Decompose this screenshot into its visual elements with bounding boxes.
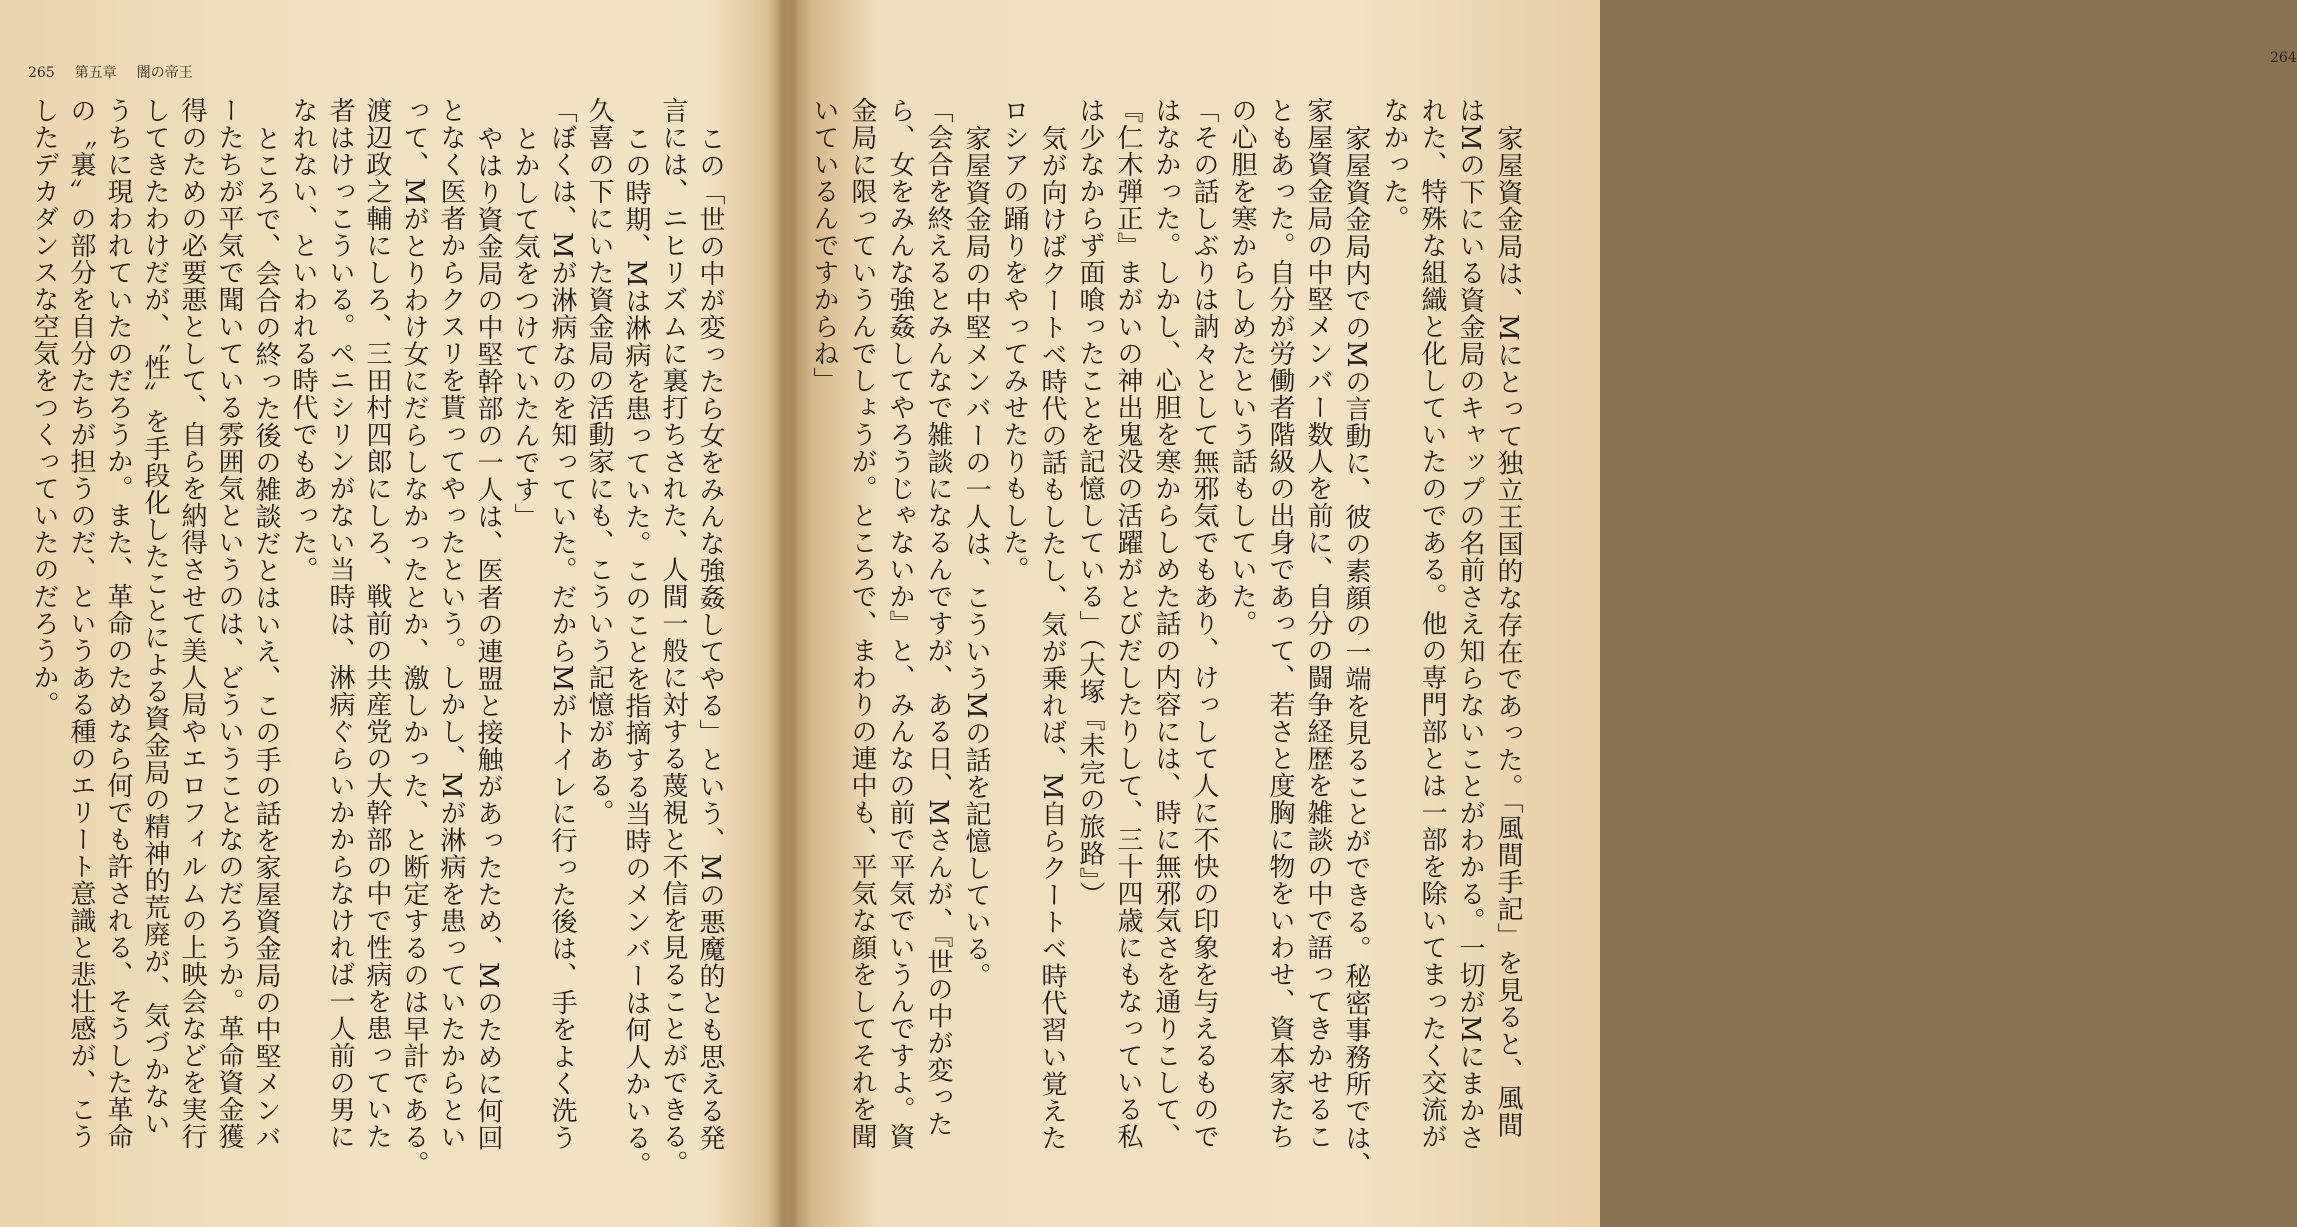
text-column: 家屋資金局の中堅メンバーの一人は、こういうMの話を記憶している。 xyxy=(961,125,991,990)
text-column: したデカダンスな空気をつくっていたのだろうか。 xyxy=(29,97,59,718)
text-column: 得のための必要悪として、自らを納得させて美人局やエロフィルムの上映会などを実行 xyxy=(177,97,207,1150)
text-column: この時期、Mは淋病を患っていた。このことを指摘する当時のメンバーは何人かいる。 xyxy=(621,125,651,1179)
chapter-title: 闇の帝王 xyxy=(136,65,193,81)
text-column: 言には、ニヒリズムに裏打ちされた、人間一般に対する蔑視と不信を見ることができる。 xyxy=(658,97,688,1177)
left-page-header xyxy=(28,62,193,82)
text-column: なかった。 xyxy=(1379,97,1409,232)
text-column: って、Mがとりわけ女にだらしなかったとか、激しかった、と断定するのは早計である。 xyxy=(399,97,429,1178)
text-column: ーたちが平気で聞いている雰囲気というのは、どういうことなのだろうか。革命資金獲 xyxy=(214,97,244,1150)
text-column: 『仁木弾正』まがいの神出鬼没の活躍がとびだしたりして、三十四歳にもなっている私 xyxy=(1113,97,1143,1150)
text-column: は少なからず面喰ったことを記憶している」（大塚『未完の旅路』） xyxy=(1075,97,1105,908)
left-page-number: 265 xyxy=(28,65,55,81)
text-column: 家屋資金局の中堅メンバー数人を前に、自分の闘争経歴を雑談の中で語ってきかせるこ xyxy=(1303,97,1333,1150)
text-column: 久喜の下にいた資金局の活動家にも、こういう記憶がある。 xyxy=(584,97,614,826)
text-column: 気が向けばクートベ時代の話もしたし、気が乗れば、M自らクートベ時代習い覚えた xyxy=(1037,125,1067,1152)
chapter-label: 第五章 xyxy=(74,65,117,81)
text-column: 家屋資金局は、Mにとって独立王国的な存在であった。「風間手記」を見ると、風間 xyxy=(1493,125,1523,1139)
text-column: はMの下にいる資金局のキャップの名前さえ知らないことがわかる。一切がMにまかさ xyxy=(1455,97,1485,1152)
text-column: 「ぼくは、Mが淋病なのを知っていた。だからMがトイレに行った後は、手をよく洗う xyxy=(547,97,577,1152)
text-column: 家屋資金局内でのMの言動に、彼の素顔の一端を見ることができる。秘密事務所では、 xyxy=(1341,125,1371,1179)
text-column: 「会合を終えるとみんなで雑談になるんですが、ある日、Mさんが、『世の中が変った xyxy=(923,97,953,1138)
text-column: はなかった。しかし、心胆を寒からしめた話の内容には、時に無邪気さを通りこして、 xyxy=(1151,97,1181,1150)
right-page xyxy=(790,0,2297,1227)
right-page-number: 264 xyxy=(2270,50,2297,66)
text-column: 「その話しぶりは訥々として無邪気でもあり、けっして人に不快の印象を与えるもので xyxy=(1189,97,1219,1150)
text-column: この「世の中が変ったら女をみんな強姦してやる」という、Mの悪魔的とも思える発 xyxy=(695,125,725,1152)
text-column: ロシアの踊りをやってみせたりもした。 xyxy=(999,97,1029,583)
text-column: 金局に限っていうんでしょうが。ところで、まわりの連中も、平気な顔をしてそれを聞 xyxy=(847,97,877,1150)
text-column: なれない、といわれる時代でもあった。 xyxy=(288,97,318,583)
text-column: ら、女をみんな強姦してやろうじゃないか』と、みんなの前で平気でいうんですよ。資 xyxy=(885,97,915,1150)
text-column: やはり資金局の中堅幹部の一人は、医者の連盟と接触があったため、Mのために何回 xyxy=(473,125,503,1152)
text-column: の心胆を寒からしめたという話もしていた。 xyxy=(1227,97,1257,637)
text-column: いているんですからね」 xyxy=(809,97,839,394)
text-column: してきたわけだが、〝性〟を手段化したことによる資金局の精神的荒廃が、気づかない xyxy=(140,97,170,1137)
text-column: となく医者からクスリを貰ってやったという。しかし、Mが淋病を患っていたからとい xyxy=(436,97,466,1151)
left-page xyxy=(0,0,780,1227)
text-column: 者はけっこういる。ペニシリンがない当時は、淋病ぐらいかからなければ一人前の男に xyxy=(325,97,355,1150)
text-column: とかして気をつけていたんです」 xyxy=(510,125,540,530)
text-column: れた、特殊な組織と化していたのである。他の専門部とは一部を除いてまったく交流が xyxy=(1417,97,1447,1150)
text-column: ともあった。自分が労働者階級の出身であって、若さと度胸に物をいわせ、資本家たち xyxy=(1265,97,1295,1150)
text-column: の〝裏〟の部分を自分たちが担うのだ、というある種のエリート意識と悲壮感が、こう xyxy=(66,97,96,1150)
text-column: ところで、会合の終った後の雑談だとはいえ、この手の話を家屋資金局の中堅メンバ xyxy=(251,125,281,1151)
text-column: うちに現われていたのだろうか。また、革命のためなら何でも許される、そうした革命 xyxy=(103,97,133,1150)
text-column: 渡辺政之輔にしろ、三田村四郎にしろ、戦前の共産党の大幹部の中で性病を患っていた xyxy=(362,97,392,1150)
